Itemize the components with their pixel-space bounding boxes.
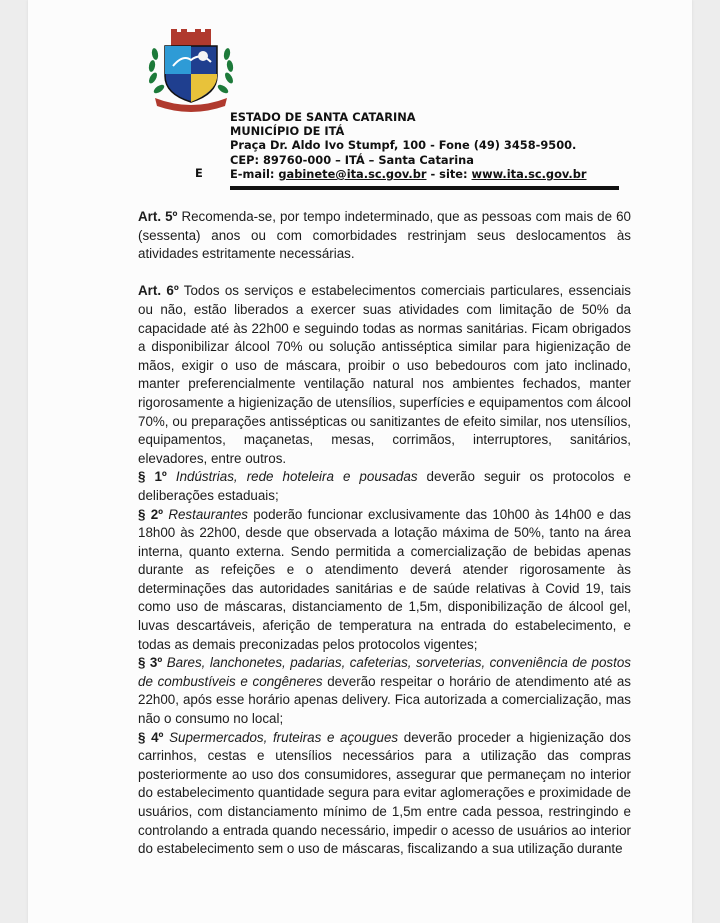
site-prefix: - site: <box>426 166 472 181</box>
paragraph-1 <box>138 468 631 505</box>
paragraph-2-text: poderão funcionar exclusivamente das 10h00 às 14h00 e das 18h00 às 22h00, desde que observada a lotação máxima de 50%, tanto na área interna, quanto externa. Sendo permitida a comercialização de bebidas apenas durante as refeições e o atendimento deverá atender rigorosamente às determinações das autoridades sanitárias e de saúde relativas à Covid 19, tais como uso de máscaras, distanciamento de 1,5m, disponibilização de álcool gel, luvas descartáveis, aferição de temperatura na entrada do estabelecimento, e todas as demais preconizadas pelos protocolos vigentes; <box>138 506 631 652</box>
paragraph-2 <box>138 506 631 655</box>
article-5 <box>138 208 631 264</box>
address-line: Praça Dr. Aldo Ivo Stumpf, 100 - Fone (49) 3458-9500. <box>230 138 577 153</box>
email-prefix: E-mail: <box>230 166 279 181</box>
municipal-coat-of-arms <box>145 26 237 112</box>
article-6 <box>138 282 631 468</box>
paragraph-4-subject: Supermercados, fruteiras e açougues <box>169 729 399 745</box>
paragraph-3-label: § 3º <box>138 655 163 671</box>
paragraph-2-label: § 2º <box>138 506 164 522</box>
contact-line <box>230 167 650 181</box>
document-body <box>138 208 631 859</box>
article-5-label: Art. 5º <box>138 209 178 224</box>
paragraph-4-label: § 4º <box>138 729 164 745</box>
article-6-label: Art. 6º <box>138 283 179 299</box>
paragraph-2-subject: Restaurantes <box>168 506 248 522</box>
header-rule <box>230 186 619 190</box>
paragraph-1-label: § 1º <box>138 469 167 485</box>
paragraph-3 <box>138 654 631 728</box>
article-5-text: Recomenda-se, por tempo indeterminado, que as pessoas com mais de 60 (sessenta) anos ou com comorbidades restrinjam seus deslocamentos às atividades estritamente necessárias. <box>138 209 631 262</box>
postal-line: CEP: 89760-000 – ITÁ – Santa Catarina <box>230 152 474 167</box>
paragraph-3-text: deverão respeitar o horário de atendimento até as 22h00, após esse horário apenas delivery. Fica autorizada a comercialização, mas não o consumo no local; <box>138 673 632 727</box>
article-6-text: Todos os serviços e estabelecimentos comerciais particulares, essenciais ou não, estão liberados a exercer suas atividades com limitação de 50% da capacidade até às 22h00 e seguindo todas as normas sanitárias. Ficam obrigados a disponibilizar álcool 70% ou solução antisséptica similar para higienização de mãos, exigir o uso de máscara, proibir o uso bebedouros com jato inclinado, manter preferencialmente ventilação natural nos ambientes fechados, manter rigorosamente a higienização de utensílios, superfícies e equipamentos com álcool 70%, ou preparações antissépticas ou sanitizantes de efeito similar, nos utensílios, equipamentos, maçanetas, mesas, corrimãos, interruptores, sanitários, elevadores, entre outros. <box>138 283 632 466</box>
state-name: ESTADO DE SANTA CATARINA <box>230 110 416 124</box>
paragraph-3-subject: Bares, lanchonetes, padarias, cafeterias, sorveterias, conveniência de postos de combustíveis e congêneres <box>138 655 631 689</box>
municipality-name: MUNICÍPIO DE ITÁ <box>230 124 345 139</box>
paragraph-1-subject: Indústrias, rede hoteleira e pousadas <box>175 469 418 485</box>
paragraph-4 <box>138 729 631 859</box>
paragraph-4-text: deverão proceder a higienização dos carrinhos, cestas e utensílios necessários para a utilização das compras posteriormente ao uso dos consumidores, assegurar que permaneçam no interior do estabelecimento quantidade segura para evitar aglomerações e proximidade de usuários, com distanciamento mínimo de 1,5m entre cada pessoa, restringindo e controlando a entrada quando necessário, impedir o acesso de usuários ao interior do estabelecimento sem o uso de máscaras, fiscalizando a sua utilização durante <box>138 729 631 857</box>
email-link[interactable]: gabinete@ita.sc.gov.br <box>278 166 427 181</box>
site-link[interactable]: www.ita.sc.gov.br <box>471 166 587 181</box>
document-page <box>28 0 692 923</box>
side-letter: E <box>195 166 203 180</box>
letterhead <box>230 110 650 181</box>
paragraph-1-text: deverão seguir os protocolos e deliberações estaduais; <box>138 469 631 503</box>
